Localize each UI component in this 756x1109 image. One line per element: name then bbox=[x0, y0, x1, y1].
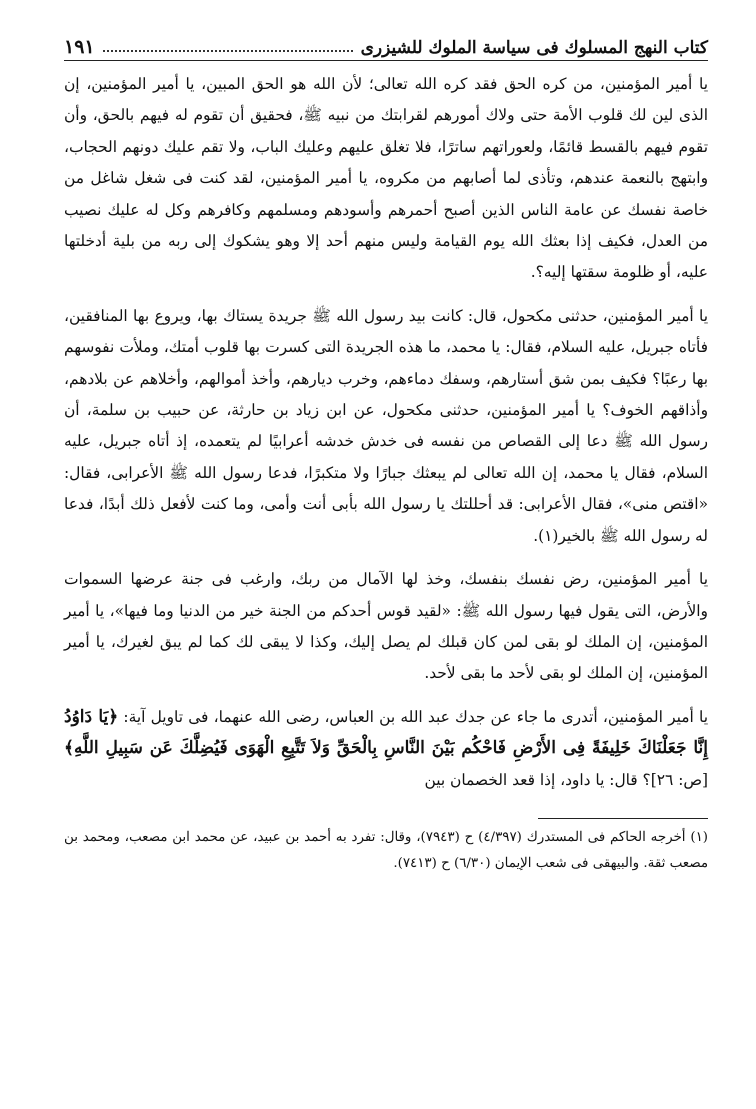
paragraph-1: يا أمير المؤمنين، من كره الحق فقد كره الله تعالى؛ لأن الله هو الحق المبين، يا أمير المؤمنين، إن الذى لين لك قلوب الأمة حتى ولاك أمورهم لقرابتك من نبيه ﷺ، فحقيق أن تقوم له فيهم بالحق، وأن تقوم فيهم بالقسط قائمًا، ولعوراتهم ساترًا، فلا تغلق عليهم وعليك الباب، ولا تقم عليك دونهم الحجاب، وابتهج بالنعمة عندهم، وتأذى لما أصابهم من مكروه، يا أمير المؤمنين، لقد كنت فى شغل شاغل من خاصة نفسك عن عامة الناس الذين أصبح أحمرهم وأسودهم ومسلمهم وكافرهم وكل له عليك نصيب من العدل، فكيف إذا بعثك الله يوم القيامة وليس منهم أحد إلا وهو يشكوك إلى ربه من بلية أدخلتها عليه، أو ظلومة سقتها إليه؟. bbox=[64, 75, 708, 282]
header-dot-leader bbox=[103, 50, 353, 52]
footnote-separator bbox=[538, 818, 708, 819]
paragraph-3: يا أمير المؤمنين، رض نفسك بنفسك، وخذ لها الآمال من ربك، وارغب فى جنة عرضها السموات والأرض، التى يقول فيها رسول الله ﷺ: «لقيد قوس أحدكم من الجنة خير من الدنيا وما فيها»، يا أمير المؤمنين، إن الملك لو بقى لمن كان قبلك لم يصل إليك، وكذا لا يبقى لك كما لم يبق لغيرك، يا أمير المؤمنين، إن الملك لو بقى لأحد ما بقى لأحد. bbox=[64, 570, 708, 683]
book-page bbox=[64, 30, 708, 1090]
page-number: ١٩١ bbox=[64, 36, 95, 58]
paragraph-4 bbox=[64, 702, 708, 796]
quran-verse: ﴿يَا دَاوُدُ إِنَّا جَعَلْنَاكَ خَلِيفَةً فِى الأَرْضِ فَاحْكُم بَيْنَ النَّاسِ بِالْحَقِّ وَلاَ تَتَّبِعِ الْهَوَى فَيُضِلَّكَ عَن سَبِيلِ اللَّهِ﴾ bbox=[64, 706, 708, 759]
page-body bbox=[64, 69, 708, 796]
running-header bbox=[64, 30, 708, 61]
paragraph-4-intro: يا أمير المؤمنين، أتدرى ما جاء عن جدك عبد الله بن العباس، رضى الله عنهما، فى تاويل آية: bbox=[118, 707, 708, 726]
paragraph-2: يا أمير المؤمنين، حدثنى مكحول، قال: كانت بيد رسول الله ﷺ جريدة يستاك بها، ويروع بها المنافقين، فأتاه جبريل، عليه السلام، فقال: يا محمد، ما هذه الجريدة التى كسرت بها قلوب أمتك، وملأت نفوسهم بها رعبًا؟ فكيف بمن شق أستارهم، وسفك دماءهم، وخرب ديارهم، وأخذ أموالهم، وأخلاهم عن بلادهم، وأذاقهم الخوف؟ يا أمير المؤمنين، حدثنى مكحول، عن ابن زياد بن حارثة، عن حبيب بن سلمة، أن رسول الله ﷺ دعا إلى القصاص من نفسه فى خدش خدشه أعرابيًا لم يتعمده، إذ أتاه جبريل، عليه السلام، فقال يا محمد، إن الله تعالى لم يبعثك جبارًا ولا متكبرًا، فدعا رسول الله ﷺ الأعرابى، فقال: «اقتص منى»، فقال الأعرابى: قد أحللتك يا رسول الله بأبى أنت وأمى، وما كنت لأفعل ذلك أبدًا، فدعا له رسول الله ﷺ بالخير(١). bbox=[64, 306, 708, 545]
footnote: (١) أخرجه الحاكم فى المستدرك (٤/٣٩٧) ح (٧٩٤٣)، وقال: تفرد به أحمد بن عبيد، عن محمد ابن مصعب، ومحمد بن مصعب ثقة. والبيهقى فى شعب الإيمان (٦/٣٠) ح (٧٤١٣). bbox=[64, 829, 709, 871]
book-title: كتاب النهج المسلوك فى سياسة الملوك للشيزرى bbox=[360, 38, 708, 58]
paragraph-4-continuation: [ص: ٢٦]؟ قال: يا داود، إذا قعد الخصمان بين bbox=[424, 770, 708, 789]
